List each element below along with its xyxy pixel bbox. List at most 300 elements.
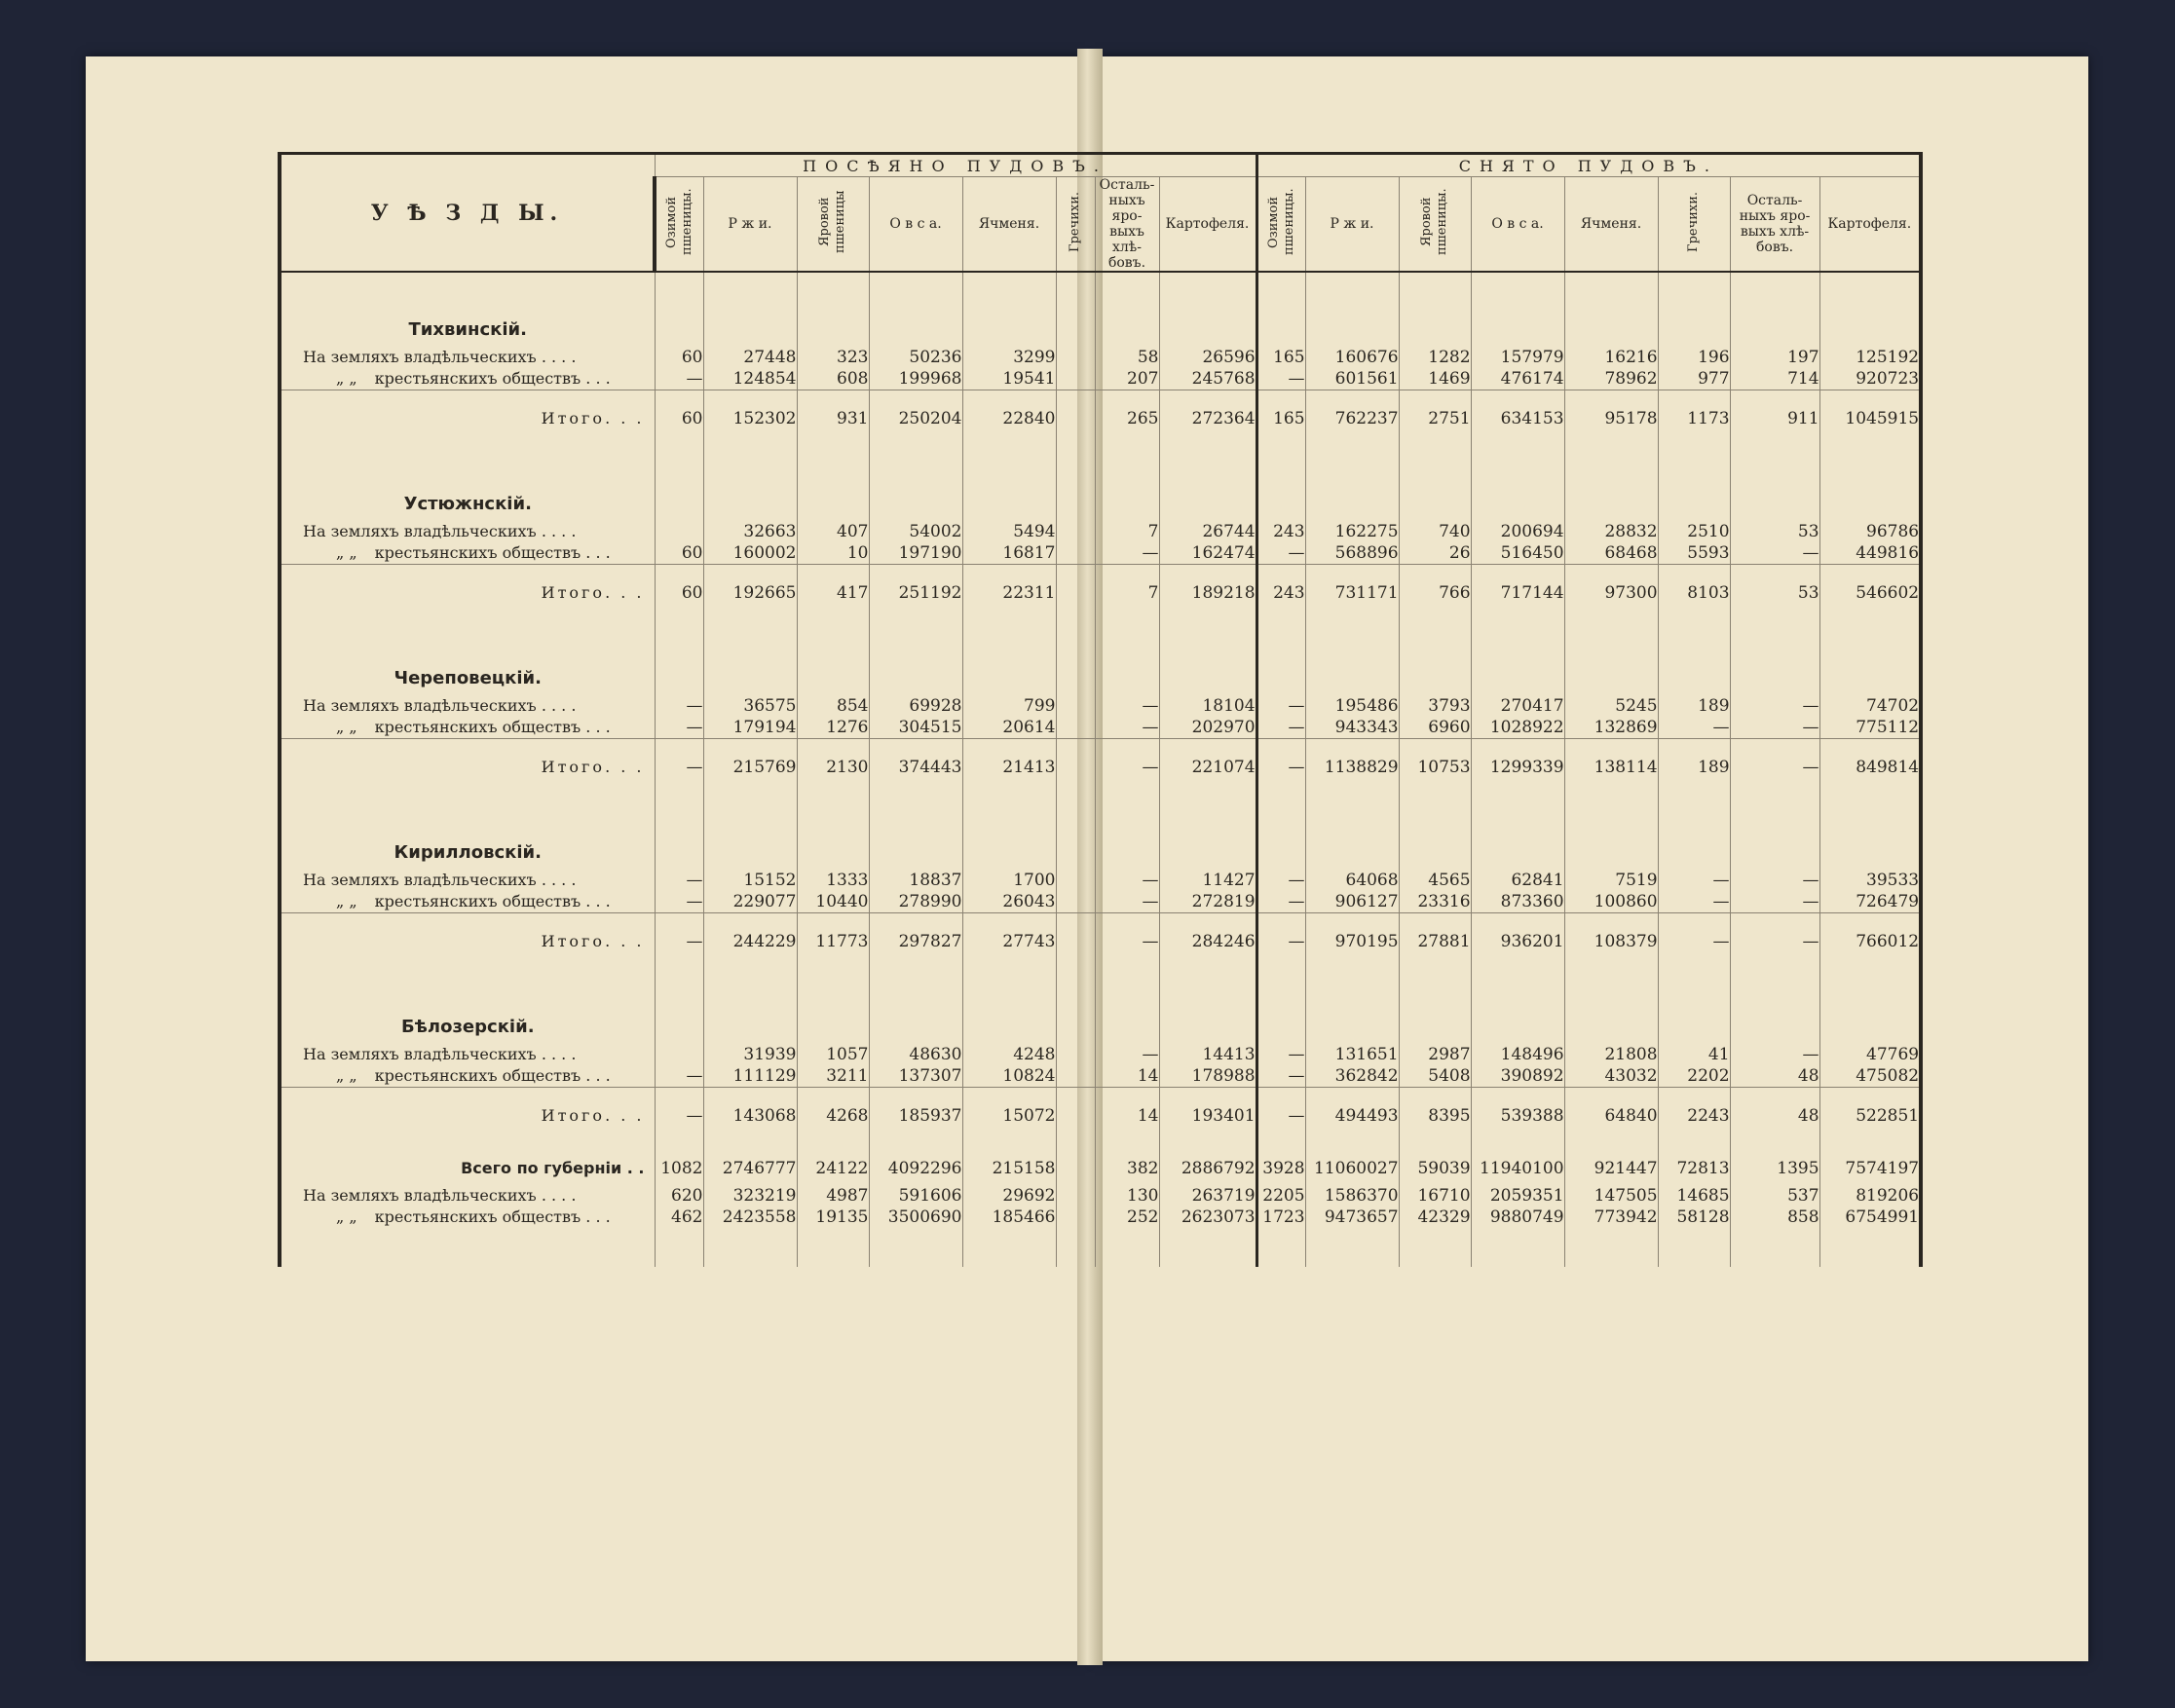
value-cell: [1305, 343, 1399, 390]
owners-value: 18104: [1202, 696, 1256, 716]
value-cell: 2886792: [1159, 1144, 1256, 1179]
owners-value: 196: [1698, 348, 1730, 367]
value-cell: [703, 866, 797, 913]
blank-cell: [1399, 447, 1471, 517]
owners-value: 60: [681, 543, 703, 563]
owners-value: 50236: [909, 348, 962, 367]
peasants-value: 773942: [1594, 1207, 1658, 1227]
value-cell: [962, 691, 1056, 739]
owners-value: 64068: [1345, 871, 1399, 890]
district-heading-row: [280, 621, 1921, 691]
blank-cell: [1658, 796, 1730, 866]
owners-value: 69928: [909, 696, 962, 716]
value-cell: 72813: [1658, 1144, 1730, 1179]
ditto-mark: „ „: [336, 1066, 357, 1085]
blank-cell: [703, 621, 797, 691]
land-rows: [280, 517, 1921, 565]
value-cell: [655, 343, 703, 390]
blank-cell: [1095, 272, 1159, 343]
blank-cell: [1564, 447, 1658, 517]
blank-cell: [1159, 1228, 1256, 1267]
peasants-value: 858: [1787, 1207, 1819, 1227]
ditto-mark: „ „: [336, 892, 357, 910]
uezdy-header-text: У Ѣ З Д Ы.: [370, 200, 564, 226]
value-cell: 382: [1095, 1144, 1159, 1179]
blank-cell: [1305, 621, 1399, 691]
value-cell: [1471, 691, 1564, 739]
value-cell: 250204: [869, 390, 962, 448]
peasants-value: 229077: [732, 892, 797, 911]
peasants-value: 906127: [1334, 892, 1399, 911]
value-cell: 522851: [1819, 1088, 1921, 1145]
peasants-value: 178988: [1191, 1066, 1256, 1086]
peasants-value: 568896: [1334, 543, 1399, 563]
value-cell: [1056, 739, 1095, 797]
blank-cell: [962, 272, 1056, 343]
owners-value: 147505: [1594, 1186, 1658, 1206]
value-cell: 11773: [797, 913, 869, 971]
owners-value: 125192: [1856, 348, 1920, 367]
owners-value: —: [1802, 1045, 1819, 1064]
blank-cell: [1658, 621, 1730, 691]
sown-col-header-5: [1056, 177, 1095, 273]
blank-cell: [1819, 272, 1921, 343]
value-cell: [1658, 517, 1730, 565]
value-cell: [1399, 691, 1471, 739]
blank-cell: [797, 621, 869, 691]
peasants-value: 245768: [1191, 369, 1256, 389]
blank-cell: [1819, 621, 1921, 691]
owners-value: 28832: [1604, 522, 1658, 541]
value-cell: [655, 517, 703, 565]
value-cell: [1056, 866, 1095, 913]
value-cell: [1056, 390, 1095, 448]
peasants-label: крестьянскихъ обществъ . . .: [374, 369, 611, 388]
peasants-value: 124854: [732, 369, 797, 389]
value-cell: [962, 343, 1056, 390]
peasants-value: 252: [1127, 1207, 1159, 1227]
grand-total-row: [280, 1144, 1921, 1179]
value-cell: 2243: [1658, 1088, 1730, 1145]
peasants-value: 272819: [1191, 892, 1256, 911]
value-cell: 64840: [1564, 1088, 1658, 1145]
owners-value: 5245: [1615, 696, 1658, 716]
blank-cell: [869, 447, 962, 517]
value-cell: 1045915: [1819, 390, 1921, 448]
owners-value: 819206: [1856, 1186, 1920, 1206]
owners-value: 1282: [1428, 348, 1471, 367]
owners-value: 2059351: [1489, 1186, 1564, 1206]
harvested-col-header-0: [1256, 177, 1305, 273]
value-cell: 165: [1256, 390, 1305, 448]
value-cell: 8395: [1399, 1088, 1471, 1145]
blank-cell: [1305, 796, 1399, 866]
owners-label: На земляхъ владѣльческихъ . . . .: [303, 871, 577, 889]
peasants-value: —: [1142, 892, 1159, 911]
peasants-value: 475082: [1856, 1066, 1920, 1086]
blank-cell: [1056, 970, 1095, 1040]
owners-label: На земляхъ владѣльческихъ . . . .: [303, 522, 577, 540]
value-cell: [1658, 343, 1730, 390]
value-cell: [1471, 343, 1564, 390]
value-cell: 766: [1399, 565, 1471, 622]
blank-cell: [1658, 970, 1730, 1040]
value-cell: 936201: [1471, 913, 1564, 971]
owners-value: 157979: [1500, 348, 1564, 367]
value-cell: [703, 1179, 797, 1228]
col-header-text: О в с а.: [1491, 216, 1544, 232]
blank-cell: [655, 970, 703, 1040]
peasants-value: 20614: [1002, 718, 1056, 737]
district-heading-row: [280, 447, 1921, 517]
value-cell: [1159, 343, 1256, 390]
sown-group-header: ПОСѢЯНО ПУДОВЪ.: [655, 154, 1256, 177]
peasants-label: крестьянскихъ обществъ . . .: [374, 1066, 611, 1085]
value-cell: [1159, 1179, 1256, 1228]
blank-cell: [703, 447, 797, 517]
land-rows: [280, 1040, 1921, 1088]
peasants-value: 462: [671, 1207, 703, 1227]
owners-value: 740: [1439, 522, 1471, 541]
value-cell: [1564, 517, 1658, 565]
value-cell: [797, 1040, 869, 1088]
value-cell: 1299339: [1471, 739, 1564, 797]
peasants-value: 1028922: [1489, 718, 1564, 737]
value-cell: [1819, 691, 1921, 739]
value-cell: [1819, 1179, 1921, 1228]
peasants-value: 390892: [1500, 1066, 1564, 1086]
value-cell: 48: [1730, 1088, 1819, 1145]
value-cell: 243: [1256, 565, 1305, 622]
owners-value: 189: [1698, 696, 1730, 716]
peasants-value: 19135: [815, 1207, 869, 1227]
peasants-value: —: [1288, 1066, 1305, 1086]
sown-col-header-6: [1095, 177, 1159, 273]
owners-value: 620: [671, 1186, 703, 1206]
value-cell: [1095, 691, 1159, 739]
peasants-value: —: [1142, 718, 1159, 737]
owners-value: 2205: [1262, 1186, 1305, 1206]
owners-value: 195486: [1334, 696, 1399, 716]
peasants-value: 977: [1698, 369, 1730, 389]
peasants-value: 132869: [1594, 718, 1658, 737]
land-rows: [280, 866, 1921, 913]
peasants-value: 162474: [1191, 543, 1256, 563]
value-cell: [1819, 517, 1921, 565]
value-cell: 27743: [962, 913, 1056, 971]
value-cell: [1095, 866, 1159, 913]
value-cell: [1730, 1040, 1819, 1088]
land-rows: [280, 343, 1921, 390]
peasants-value: 6960: [1428, 718, 1471, 737]
peasants-value: 207: [1127, 369, 1159, 389]
owners-value: 48630: [909, 1045, 962, 1064]
owners-value: 21808: [1604, 1045, 1658, 1064]
value-cell: [1305, 691, 1399, 739]
total-label: Итого. . .: [280, 1088, 655, 1145]
value-cell: [1305, 866, 1399, 913]
table-tail: [280, 1228, 1921, 1267]
value-cell: 60: [655, 565, 703, 622]
value-cell: 11940100: [1471, 1144, 1564, 1179]
value-cell: [869, 517, 962, 565]
col-header-text: Озимой пшеницы.: [663, 188, 694, 256]
peasants-value: 26: [1448, 543, 1471, 563]
owners-value: 4248: [1013, 1045, 1056, 1064]
value-cell: 297827: [869, 913, 962, 971]
blank-cell: [655, 621, 703, 691]
value-cell: 143068: [703, 1088, 797, 1145]
blank-cell: [1256, 447, 1305, 517]
blank-cell: [1305, 970, 1399, 1040]
peasants-value: 2623073: [1181, 1207, 1256, 1227]
blank-cell: [1305, 1228, 1399, 1267]
owners-value: —: [1142, 1045, 1159, 1064]
ditto-mark: „ „: [336, 543, 357, 562]
value-cell: [962, 866, 1056, 913]
owners-value: 854: [837, 696, 869, 716]
value-cell: 60: [655, 390, 703, 448]
owners-value: —: [1802, 696, 1819, 716]
owners-value: 4565: [1428, 871, 1471, 890]
ditto-mark: „ „: [336, 718, 357, 736]
value-cell: [1056, 1179, 1095, 1228]
blank-cell: [1819, 796, 1921, 866]
value-cell: 8103: [1658, 565, 1730, 622]
value-cell: —: [655, 913, 703, 971]
peasants-value: 5593: [1687, 543, 1730, 563]
peasants-value: —: [1142, 543, 1159, 563]
value-cell: 215158: [962, 1144, 1056, 1179]
blank-cell: [1819, 447, 1921, 517]
value-cell: 3928: [1256, 1144, 1305, 1179]
total-label: Итого. . .: [280, 739, 655, 797]
peasants-value: —: [1712, 718, 1730, 737]
blank-cell: [1056, 796, 1095, 866]
sown-col-header-2: [797, 177, 869, 273]
value-cell: [1256, 517, 1305, 565]
blank-cell: [1730, 796, 1819, 866]
peasants-value: 10824: [1002, 1066, 1056, 1086]
value-cell: [1305, 1179, 1399, 1228]
peasants-value: 16817: [1002, 543, 1056, 563]
value-cell: [1730, 517, 1819, 565]
value-cell: [655, 866, 703, 913]
harvested-col-header-7: [1819, 177, 1921, 273]
blank-cell: [1730, 621, 1819, 691]
peasants-value: 1276: [826, 718, 869, 737]
value-cell: 284246: [1159, 913, 1256, 971]
value-cell: 22311: [962, 565, 1056, 622]
value-cell: 1082: [655, 1144, 703, 1179]
value-cell: [1056, 517, 1095, 565]
uezdy-header: [280, 154, 655, 273]
value-cell: 21413: [962, 739, 1056, 797]
land-labels: [280, 691, 655, 739]
value-cell: [1256, 1179, 1305, 1228]
owners-value: 2987: [1428, 1045, 1471, 1064]
value-cell: 22840: [962, 390, 1056, 448]
blank-cell: [655, 447, 703, 517]
harvest-table: [278, 152, 1923, 1267]
value-cell: [1564, 1040, 1658, 1088]
value-cell: 59039: [1399, 1144, 1471, 1179]
value-cell: 1138829: [1305, 739, 1399, 797]
value-cell: [703, 343, 797, 390]
value-cell: [1564, 1179, 1658, 1228]
col-header-text: Яровой пшеницы: [817, 190, 847, 254]
district-name: Тихвинскій.: [280, 272, 655, 343]
peasants-value: 42329: [1417, 1207, 1471, 1227]
col-header-text: Гречихи.: [1686, 191, 1702, 252]
peasants-value: 304515: [898, 718, 962, 737]
value-cell: —: [1730, 739, 1819, 797]
peasants-value: 26043: [1002, 892, 1056, 911]
value-cell: 215769: [703, 739, 797, 797]
value-cell: 193401: [1159, 1088, 1256, 1145]
blank-cell: [1256, 1228, 1305, 1267]
col-header-text: Яровой пшеницы.: [1419, 188, 1450, 256]
peasants-value: 1723: [1262, 1207, 1305, 1227]
owners-value: 4987: [826, 1186, 869, 1206]
owners-value: 200694: [1500, 522, 1564, 541]
peasants-value: 100860: [1594, 892, 1658, 911]
peasants-label: крестьянскихъ обществъ . . .: [374, 892, 611, 910]
peasants-value: 3500690: [887, 1207, 962, 1227]
district-name: Кирилловскій.: [280, 796, 655, 866]
blank-cell: [962, 796, 1056, 866]
peasants-value: 43032: [1604, 1066, 1658, 1086]
peasants-value: 5408: [1428, 1066, 1471, 1086]
harvested-group-header: СНЯТО ПУДОВЪ.: [1256, 154, 1921, 177]
peasants-value: 197190: [898, 543, 962, 563]
value-cell: [655, 691, 703, 739]
value-cell: [1399, 343, 1471, 390]
blank-cell: [869, 1228, 962, 1267]
blank-cell: [1159, 970, 1256, 1040]
blank-cell: [797, 970, 869, 1040]
value-cell: [703, 517, 797, 565]
value-cell: [1564, 343, 1658, 390]
value-cell: [1730, 343, 1819, 390]
value-cell: —: [655, 1088, 703, 1145]
value-cell: 108379: [1564, 913, 1658, 971]
peasants-value: 6754991: [1845, 1207, 1920, 1227]
peasants-value: 1469: [1428, 369, 1471, 389]
owners-value: 323: [837, 348, 869, 367]
blank-cell: [703, 1228, 797, 1267]
owners-value: 160676: [1334, 348, 1399, 367]
value-cell: [703, 691, 797, 739]
district-heading-row: [280, 272, 1921, 343]
value-cell: [655, 1179, 703, 1228]
blank-cell: [1056, 1228, 1095, 1267]
owners-value: —: [1802, 871, 1819, 890]
blank-cell: [1256, 796, 1305, 866]
value-cell: [1399, 1040, 1471, 1088]
peasants-value: 10440: [815, 892, 869, 911]
peasants-value: 111129: [732, 1066, 797, 1086]
value-cell: [1819, 1040, 1921, 1088]
peasants-value: 23316: [1417, 892, 1471, 911]
owners-value: 537: [1787, 1186, 1819, 1206]
sown-col-header-0: [655, 177, 703, 273]
peasants-value: —: [1802, 718, 1819, 737]
value-cell: 244229: [703, 913, 797, 971]
value-cell: 15072: [962, 1088, 1056, 1145]
value-cell: [1399, 1179, 1471, 1228]
district-name: Череповецкій.: [280, 621, 655, 691]
peasants-value: 202970: [1191, 718, 1256, 737]
value-cell: [869, 343, 962, 390]
owners-value: 148496: [1500, 1045, 1564, 1064]
value-cell: [1256, 866, 1305, 913]
district-total-row: [280, 913, 1921, 971]
value-cell: [962, 517, 1056, 565]
peasants-label: крестьянскихъ обществъ . . .: [374, 543, 611, 562]
value-cell: 152302: [703, 390, 797, 448]
value-cell: 762237: [1305, 390, 1399, 448]
value-cell: [1730, 691, 1819, 739]
harvested-col-header-4: [1564, 177, 1658, 273]
harvested-col-header-3: [1471, 177, 1564, 273]
grand-total-label: Всего по губерніи . .: [280, 1144, 655, 1179]
owners-value: 162275: [1334, 522, 1399, 541]
blank-cell: [797, 272, 869, 343]
value-cell: 417: [797, 565, 869, 622]
blank-cell: [1730, 447, 1819, 517]
owners-value: 7519: [1615, 871, 1658, 890]
peasants-label: крестьянскихъ обществъ . . .: [374, 718, 611, 736]
value-cell: [1471, 517, 1564, 565]
owners-value: 74702: [1866, 696, 1920, 716]
value-cell: 921447: [1564, 1144, 1658, 1179]
owners-value: 407: [837, 522, 869, 541]
blank-cell: [1095, 970, 1159, 1040]
owners-value: 18837: [909, 871, 962, 890]
peasants-value: 516450: [1500, 543, 1564, 563]
value-cell: [1095, 1179, 1159, 1228]
owners-value: 29692: [1002, 1186, 1056, 1206]
blank-cell: [1095, 621, 1159, 691]
blank-cell: [1730, 1228, 1819, 1267]
value-cell: [1471, 1040, 1564, 1088]
blank-cell: [1159, 447, 1256, 517]
value-cell: —: [1658, 913, 1730, 971]
blank-cell: [1564, 272, 1658, 343]
col-header-text: Р ж и.: [1330, 216, 1374, 232]
value-cell: [1658, 691, 1730, 739]
value-cell: [1564, 691, 1658, 739]
peasants-value: 3211: [826, 1066, 869, 1086]
peasants-value: 476174: [1500, 369, 1564, 389]
value-cell: 1395: [1730, 1144, 1819, 1179]
blank-cell: [797, 1228, 869, 1267]
owners-value: 32663: [743, 522, 797, 541]
district-total-row: [280, 739, 1921, 797]
owners-value: 14413: [1202, 1045, 1256, 1064]
owners-value: 16216: [1604, 348, 1658, 367]
blank-cell: [869, 272, 962, 343]
peasants-value: —: [686, 1066, 703, 1086]
owners-value: 26744: [1202, 522, 1256, 541]
owners-value: 5494: [1013, 522, 1056, 541]
district-name: Бѣлозерскій.: [280, 970, 655, 1040]
value-cell: 2746777: [703, 1144, 797, 1179]
value-cell: [797, 517, 869, 565]
peasants-value: 10: [846, 543, 869, 563]
value-cell: 10753: [1399, 739, 1471, 797]
